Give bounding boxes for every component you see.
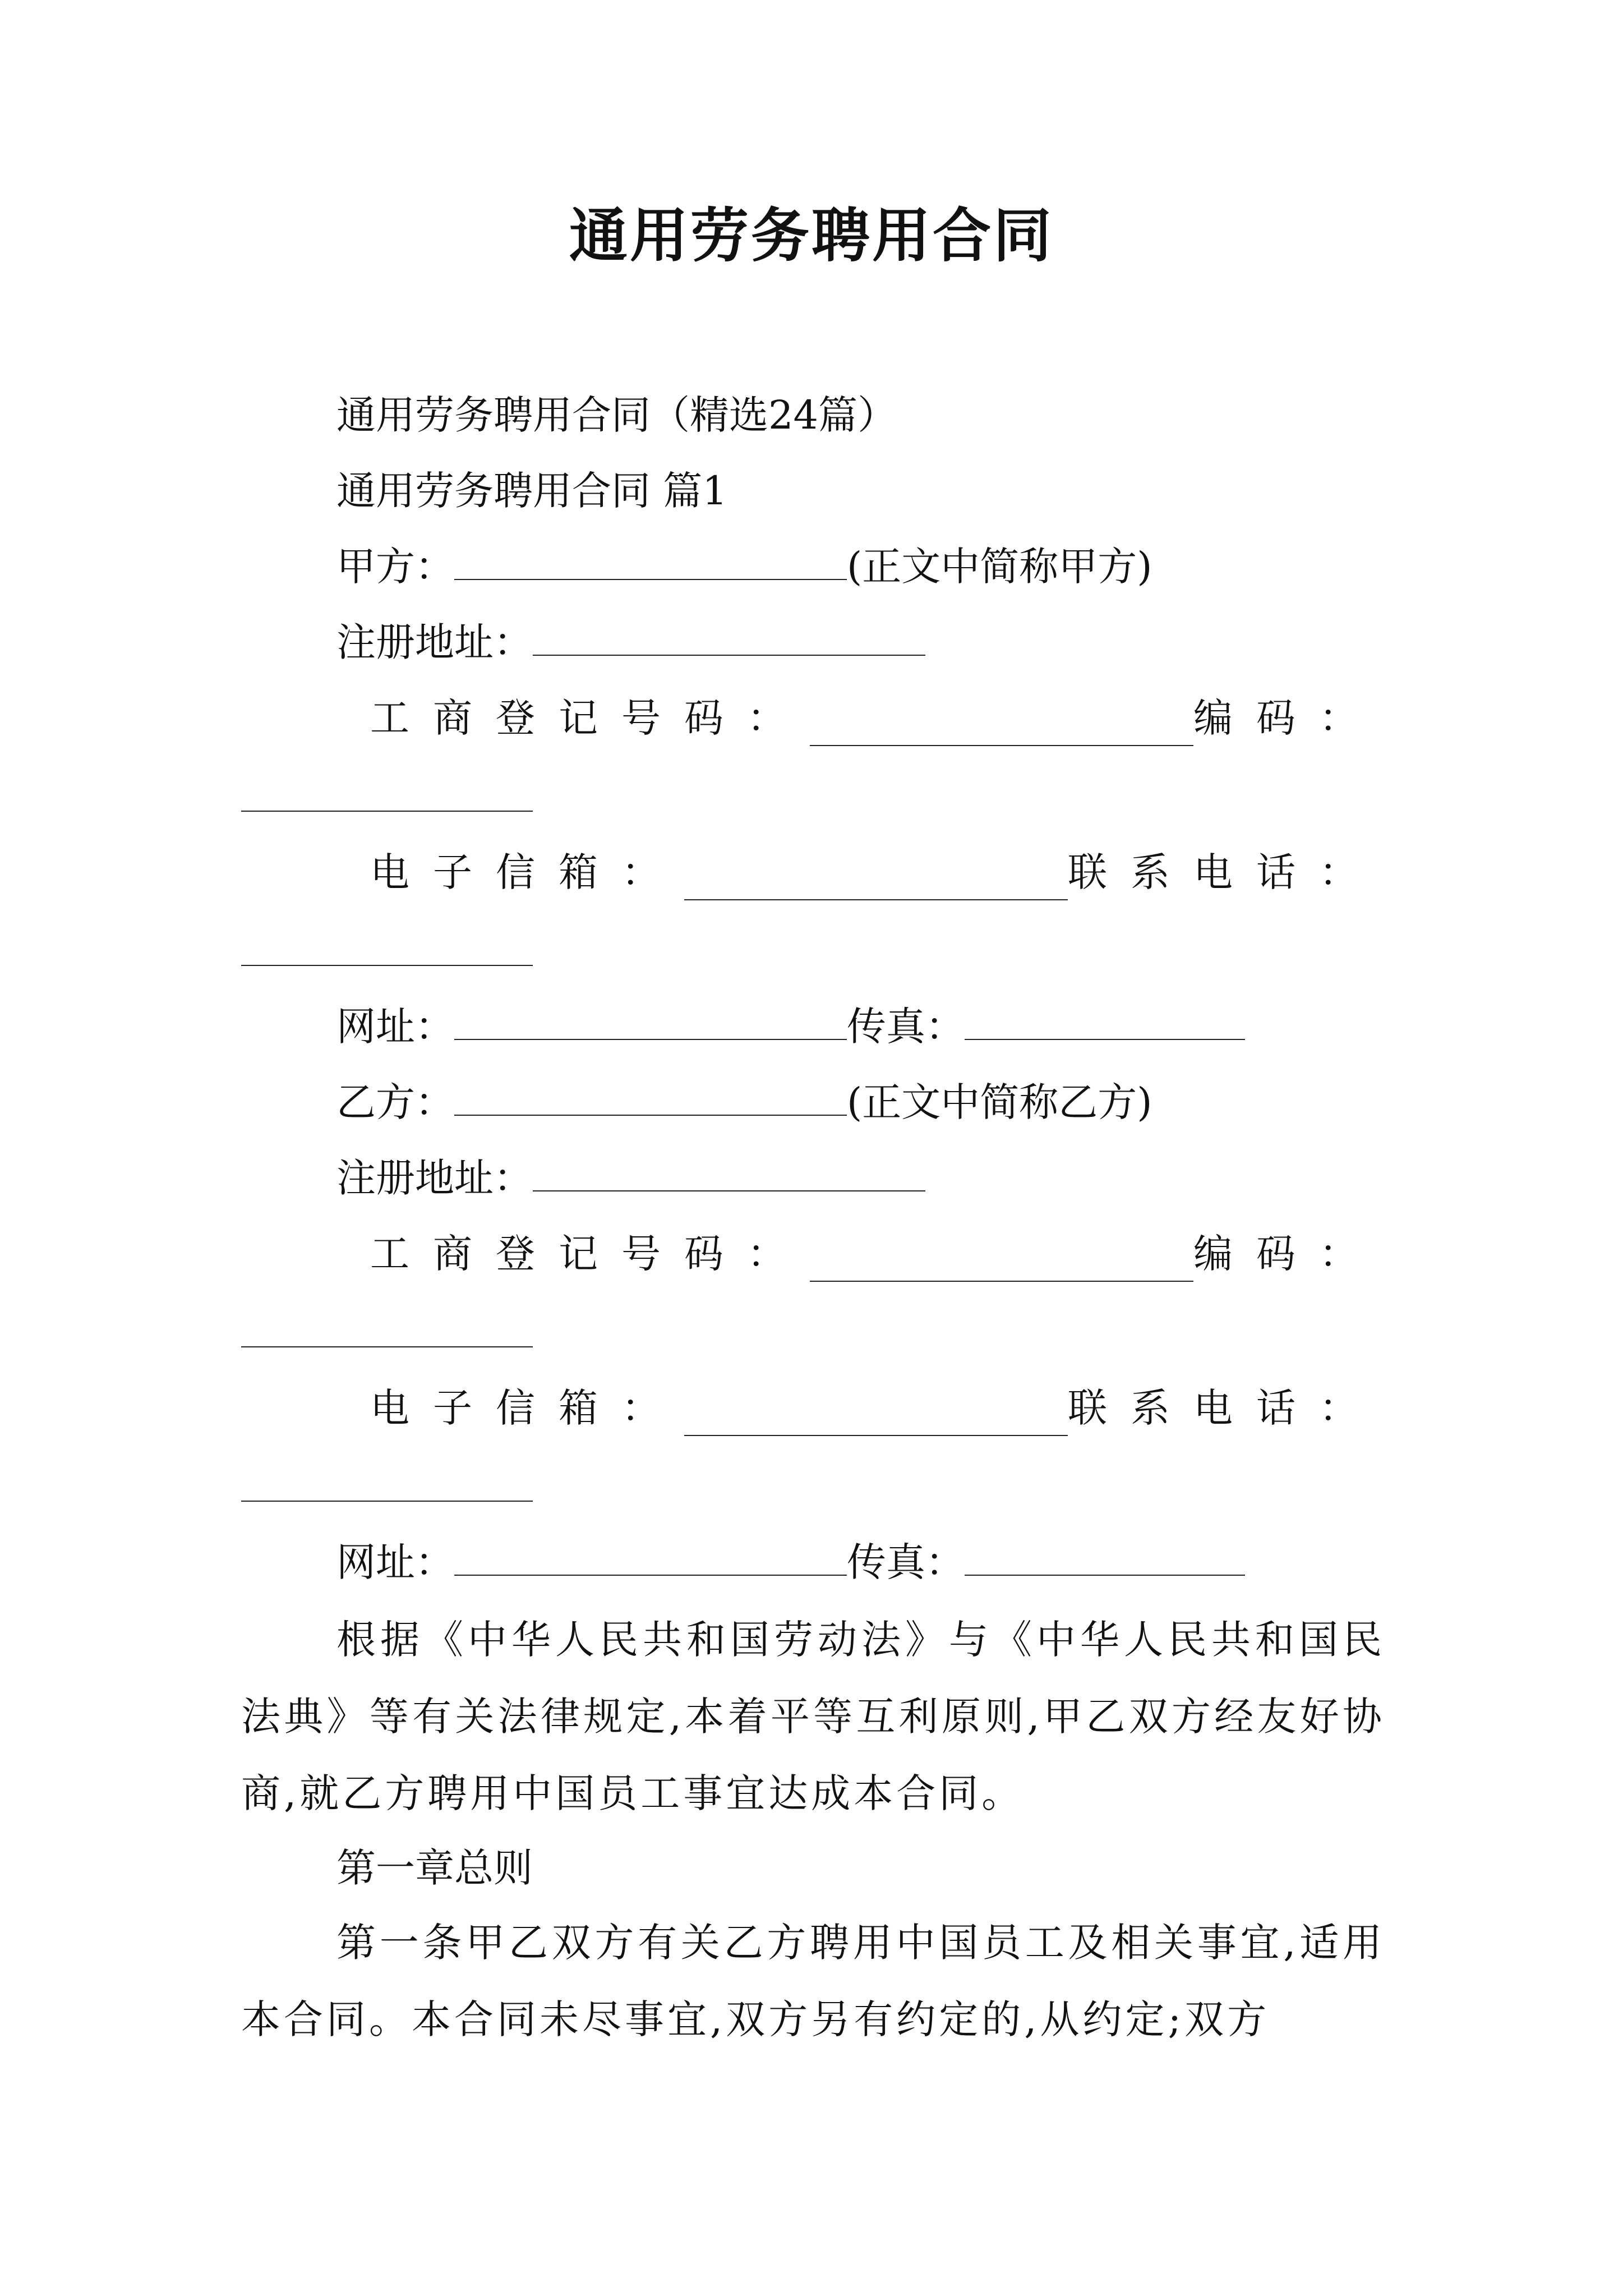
party-b-blank bbox=[454, 1075, 847, 1116]
document-title: 通用劳务聘用合同 bbox=[569, 201, 1054, 270]
party-b-email-line bbox=[370, 1380, 1382, 1436]
party-a-email-blank bbox=[684, 860, 1068, 900]
party-b-email-blank bbox=[684, 1396, 1068, 1436]
party-a-address-label: 注册地址： bbox=[336, 619, 533, 665]
party-b-address-label: 注册地址： bbox=[336, 1155, 533, 1201]
party-a-email-label: 电子信箱： bbox=[370, 849, 684, 895]
party-b-suffix: (正文中简称乙方) bbox=[847, 1079, 1152, 1125]
party-a-phone-blank bbox=[241, 965, 533, 966]
party-a-website-blank bbox=[454, 1000, 847, 1040]
party-a-code-label: 编码： bbox=[1193, 695, 1382, 741]
party-b-line bbox=[336, 1074, 1152, 1130]
party-b-address-blank bbox=[533, 1151, 925, 1191]
party-b-website-label: 网址： bbox=[336, 1539, 454, 1585]
party-a-website-label: 网址： bbox=[336, 1004, 454, 1050]
party-b-address-line bbox=[336, 1150, 925, 1206]
party-a-fax-blank bbox=[965, 1000, 1245, 1040]
party-b-code-blank bbox=[241, 1346, 533, 1347]
party-a-email-line bbox=[370, 844, 1382, 900]
party-a-web-line bbox=[336, 999, 1245, 1055]
party-b-label: 乙方： bbox=[336, 1079, 454, 1125]
party-a-bizreg-blank bbox=[810, 706, 1193, 746]
article-1-paragraph: 第一条甲乙双方有关乙方聘用中国员工及相关事宜,适用本合同。本合同未尽事宜,双方另有约定的,从约定;双方 bbox=[241, 1920, 1385, 2042]
party-b-bizreg-label: 工商登记号码： bbox=[370, 1231, 810, 1277]
party-a-suffix: (正文中简称甲方) bbox=[847, 544, 1152, 590]
document-subtitle: 通用劳务聘用合同（精选24篇） bbox=[336, 392, 897, 438]
party-a-fax-label: 传真： bbox=[847, 1004, 965, 1050]
party-b-phone-label: 联系电话： bbox=[1068, 1385, 1382, 1431]
article-heading: 通用劳务聘用合同 篇1 bbox=[336, 468, 727, 514]
party-a-line bbox=[336, 539, 1152, 595]
party-b-fax-label: 传真： bbox=[847, 1539, 965, 1585]
party-b-bizreg-blank bbox=[810, 1241, 1193, 1282]
party-b-code-label: 编码： bbox=[1193, 1231, 1382, 1277]
party-b-website-blank bbox=[454, 1535, 847, 1576]
party-a-phone-label: 联系电话： bbox=[1068, 849, 1382, 895]
party-a-label: 甲方： bbox=[336, 544, 454, 590]
chapter-heading: 第一章总则 bbox=[336, 1845, 533, 1891]
party-a-address-blank bbox=[533, 615, 925, 656]
party-a-bizreg-line bbox=[370, 690, 1382, 746]
party-b-web-line bbox=[336, 1534, 1245, 1590]
party-b-phone-blank bbox=[241, 1501, 533, 1502]
party-b-fax-blank bbox=[965, 1535, 1245, 1576]
party-b-email-label: 电子信箱： bbox=[370, 1385, 684, 1431]
party-a-bizreg-label: 工商登记号码： bbox=[370, 695, 810, 741]
party-a-code-blank bbox=[241, 811, 533, 812]
party-a-blank bbox=[454, 540, 847, 580]
party-b-bizreg-line bbox=[370, 1226, 1382, 1282]
party-a-address-line bbox=[336, 614, 925, 670]
preamble-paragraph: 根据《中华人民共和国劳动法》与《中华人民共和国民法典》等有关法律规定,本着平等互利原则,甲乙双方经友好协商,就乙方聘用中国员工事宜达成本合同。 bbox=[241, 1617, 1385, 1816]
